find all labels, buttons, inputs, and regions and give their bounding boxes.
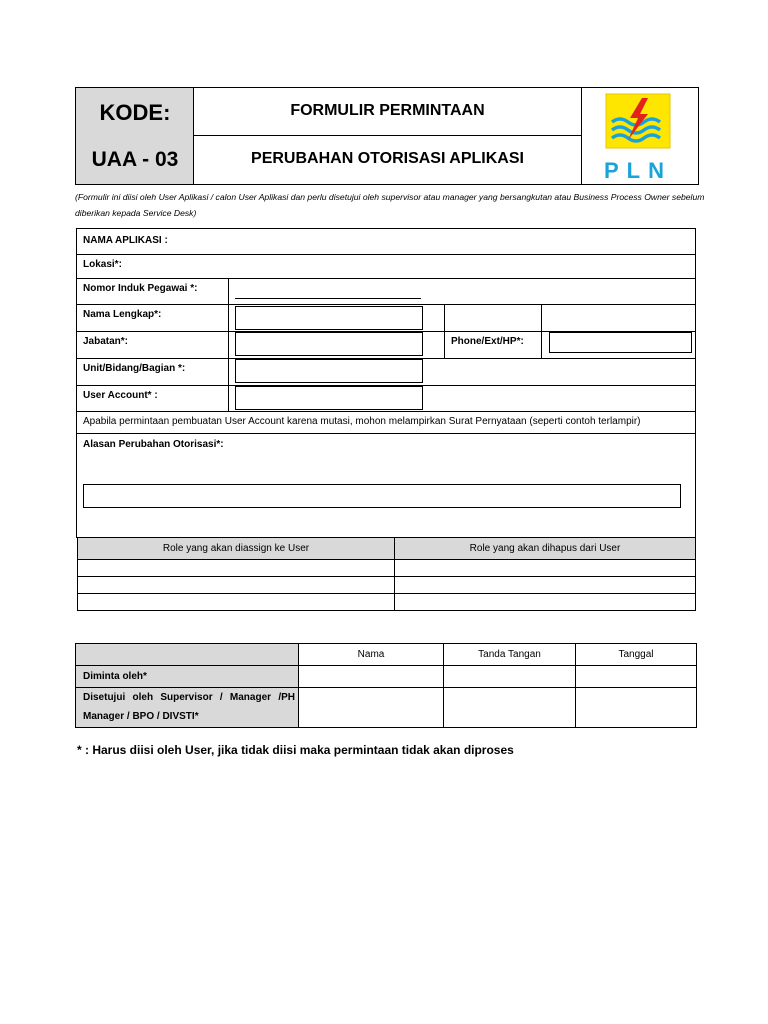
diminta-tanggal-cell[interactable] xyxy=(577,667,695,686)
role-remove-header: Role yang akan dihapus dari User xyxy=(395,538,695,559)
col-divider xyxy=(444,304,445,358)
title-cell-bottom xyxy=(194,136,582,184)
footnote: * : Harus diisi oleh User, jika tidak diisi maka permintaan tidak akan diproses xyxy=(77,743,514,757)
label-nip: Nomor Induk Pegawai *: xyxy=(83,283,198,294)
jabatan-input[interactable] xyxy=(235,332,423,356)
form-title: FORMULIR PERMINTAAN xyxy=(290,102,485,119)
role-remove-cell[interactable] xyxy=(397,595,693,609)
application-form xyxy=(76,228,696,538)
role-table xyxy=(77,537,696,611)
role-assign-cell[interactable] xyxy=(80,595,392,609)
phone-input[interactable] xyxy=(549,332,692,353)
label-nama-aplikasi: NAMA APLIKASI : xyxy=(83,235,168,246)
kode-value: UAA - 03 xyxy=(91,148,179,171)
pln-logo xyxy=(582,88,698,184)
row-divider xyxy=(78,576,695,577)
form-subtitle: PERUBAHAN OTORISASI APLIKASI xyxy=(251,150,524,167)
label-unit: Unit/Bidang/Bagian *: xyxy=(83,363,186,374)
label-nama-lengkap: Nama Lengkap*: xyxy=(83,309,162,320)
form-header xyxy=(75,87,699,185)
row-divider xyxy=(78,559,695,560)
col-tanda-tangan: Tanda Tangan xyxy=(478,649,541,660)
logo-cell xyxy=(582,88,698,184)
col-divider xyxy=(394,538,395,610)
col-divider xyxy=(541,304,542,358)
label-phone: Phone/Ext/HP*: xyxy=(451,336,524,347)
label-alasan: Alasan Perubahan Otorisasi*: xyxy=(83,439,224,450)
role-remove-cell[interactable] xyxy=(397,561,693,575)
row-divider xyxy=(77,304,695,305)
nama-lengkap-input[interactable] xyxy=(235,306,423,330)
row-divider xyxy=(77,278,695,279)
diminta-nama-cell[interactable] xyxy=(300,667,442,686)
row-disetujui-line2: Manager / BPO / DIVSTI* xyxy=(83,711,199,722)
disetujui-nama-cell[interactable] xyxy=(300,689,442,726)
disetujui-tanggal-cell[interactable] xyxy=(577,689,695,726)
row-diminta-oleh: Diminta oleh* xyxy=(83,671,147,682)
row-divider xyxy=(76,687,696,688)
col-nama: Nama xyxy=(357,649,385,660)
label-lokasi: Lokasi*: xyxy=(83,259,122,270)
kode-label: KODE: xyxy=(99,100,171,125)
unit-input[interactable] xyxy=(235,359,423,383)
user-account-input[interactable] xyxy=(235,386,423,410)
approval-corner-cell xyxy=(76,644,298,665)
row-disetujui-line1: Disetujui oleh Supervisor / Manager /PH xyxy=(83,692,295,703)
disetujui-ttd-cell[interactable] xyxy=(445,689,574,726)
nip-input[interactable] xyxy=(235,298,421,299)
row-divider xyxy=(76,665,696,666)
role-assign-cell[interactable] xyxy=(80,578,392,592)
row-divider xyxy=(78,593,695,594)
role-assign-cell[interactable] xyxy=(80,561,392,575)
mutasi-note: Apabila permintaan pembuatan User Account karena mutasi, mohon melampirkan Surat Pernyataan (seperti contoh terlampir) xyxy=(83,416,641,427)
logo-text: PLN xyxy=(604,158,672,183)
instruction-note: (Formulir ini diisi oleh User Aplikasi / calon User Aplikasi dan perlu disetujui oleh supervisor atau manager yang bersangkutan atau Business Process Owner sebelum diberikan kepada Service Desk) xyxy=(75,192,705,218)
label-user-account: User Account* : xyxy=(83,390,158,401)
role-remove-cell[interactable] xyxy=(397,578,693,592)
alasan-input[interactable] xyxy=(83,484,681,508)
row-divider xyxy=(77,411,695,412)
role-assign-header: Role yang akan diassign ke User xyxy=(78,538,394,559)
label-jabatan: Jabatan*: xyxy=(83,336,129,347)
kode-cell xyxy=(76,88,194,184)
diminta-ttd-cell[interactable] xyxy=(445,667,574,686)
title-cell-top xyxy=(194,88,582,136)
col-tanggal: Tanggal xyxy=(618,649,654,660)
col-divider xyxy=(228,278,229,411)
approval-table xyxy=(75,643,697,728)
row-divider xyxy=(77,433,695,434)
row-divider xyxy=(77,254,695,255)
